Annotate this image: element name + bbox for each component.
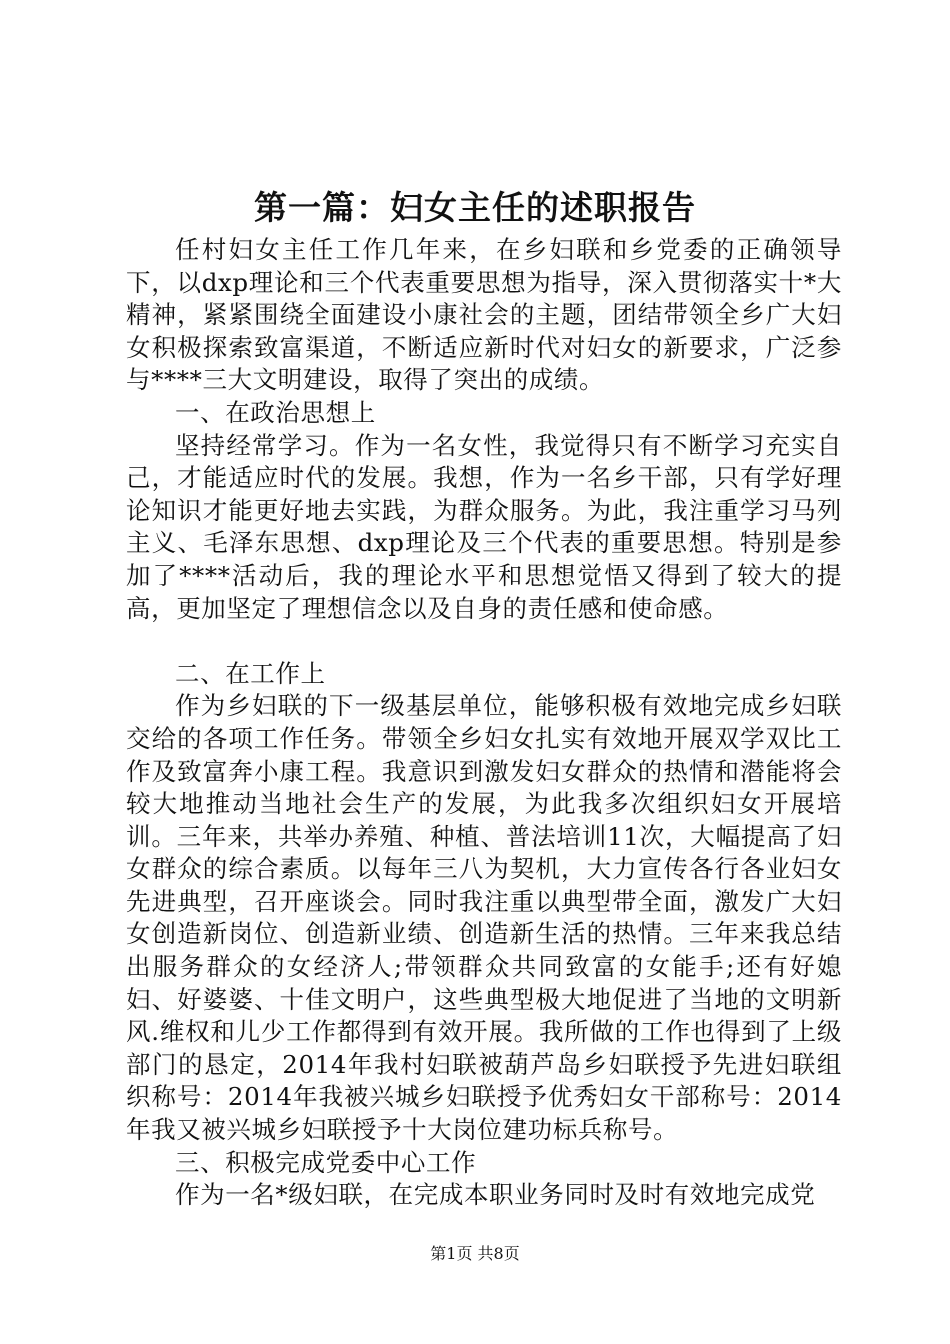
section-heading-party-work: 三、积极完成党委中心工作: [175, 1147, 477, 1177]
page-footer: 第1页 共8页: [430, 1244, 520, 1263]
section-heading-politics: 一、在政治思想上: [175, 397, 376, 427]
page-title: 第一篇：妇女主任的述职报告: [254, 188, 696, 227]
paragraph-spacer: [126, 625, 842, 658]
section-paragraph-party-work: 作为一名*级妇联，在完成本职业务同时及时有效地完成党: [175, 1180, 816, 1210]
section-heading-work: 二、在工作上: [175, 658, 326, 688]
intro-paragraph: 任村妇女主任工作几年来，在乡妇联和乡党委的正确领导下，以dxp理论和三个代表重要思想为指导，深入贯彻落实十*大精神，紧紧围绕全面建设小康社会的主题，团结带领全乡广大妇女积极探索致富渠道，不断适应新时代对妇女的新要求，广泛参与****三大文明建设，取得了突出的成绩。: [126, 235, 842, 395]
document-body: [126, 234, 842, 1212]
section-paragraph-politics: 坚持经常学习。作为一名女性，我觉得只有不断学习充实自己，才能适应时代的发展。我想，作为一名乡干部，只有学好理论知识才能更好地去实践，为群众服务。为此，我注重学习马列主义、毛泽东思想、dxp理论及三个代表的重要思想。特别是参加了****活动后，我的理论水平和思想觉悟又得到了较大的提高，更加坚定了理想信念以及自身的责任感和使命感。: [126, 430, 842, 623]
section-paragraph-work: 作为乡妇联的下一级基层单位，能够积极有效地完成乡妇联交给的各项工作任务。带领全乡妇女扎实有效地开展双学双比工作及致富奔小康工程。我意识到激发妇女群众的热情和潜能将会较大地推动当地社会生产的发展，为此我多次组织妇女开展培训。三年来，共举办养殖、种植、普法培训11次，大幅提高了妇女群众的综合素质。以每年三八为契机，大力宣传各行各业妇女先进典型，召开座谈会。同时我注重以典型带全面，激发广大妇女创造新岗位、创造新业绩、创造新生活的热情。三年来我总结出服务群众的女经济人;带领群众共同致富的女能手;还有好媳妇、好婆婆、十佳文明户，这些典型极大地促进了当地的文明新风.维权和儿少工作都得到有效开展。我所做的工作也得到了上级部门的恳定，2014年我村妇联被葫芦岛乡妇联授予先进妇联组织称号：2014年我被兴城乡妇联授予优秀妇女干部称号：2014年我又被兴城乡妇联授予十大岗位建功标兵称号。: [126, 691, 842, 1145]
